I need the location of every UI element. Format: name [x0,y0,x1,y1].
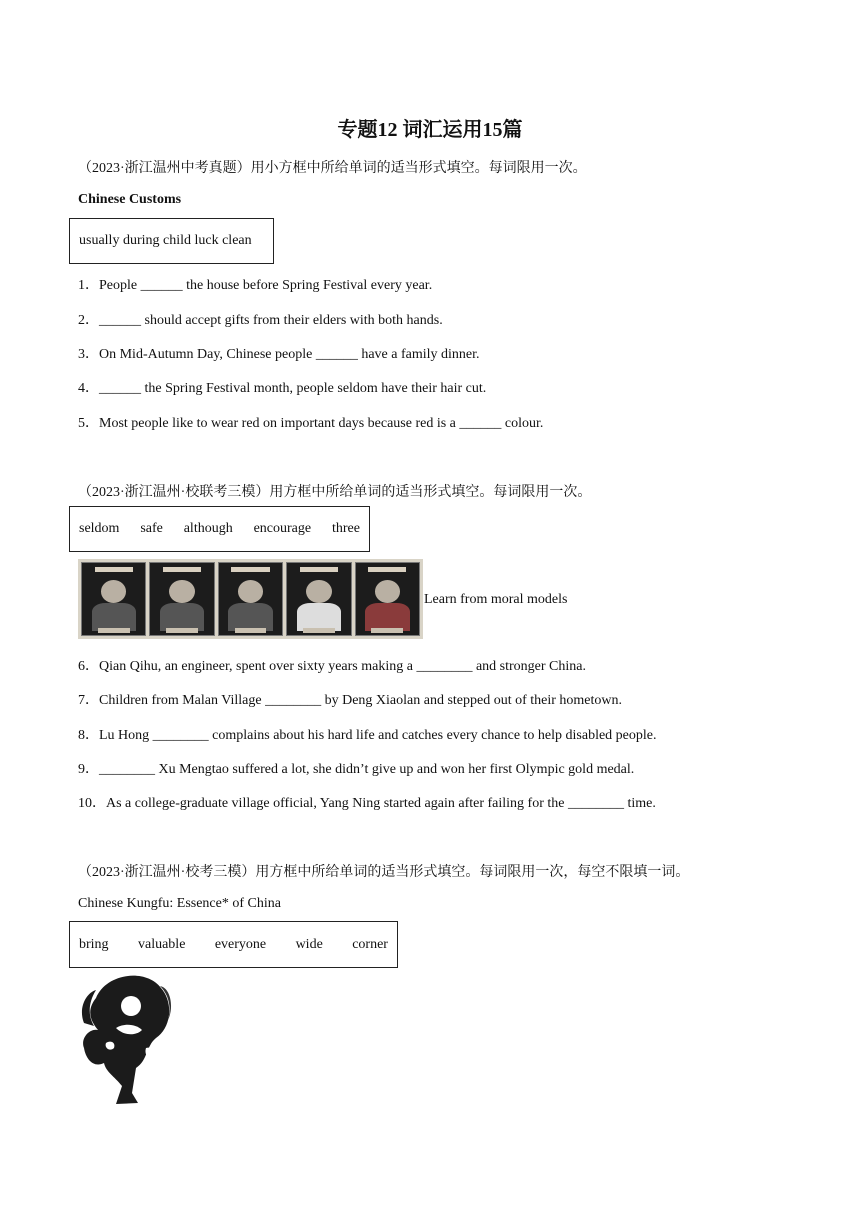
question-7: 7．Children from Malan Village ________ by Deng Xiaolan and stepped out of their hometown. [78,693,623,708]
question-4: 4．______ the Spring Festival month, people seldom have their hair cut. [78,381,487,396]
question-9: 9．________ Xu Mengtao suffered a lot, she didn’t give up and won her first Olympic gold medal. [78,762,635,777]
question-8: 8．Lu Hong ________ complains about his hard life and catches every chance to help disabled people. [78,728,657,743]
section3-word-box [69,921,398,968]
word-bring: bring [79,936,109,952]
word-seldom: seldom [79,521,120,536]
model-photo [81,562,146,636]
word-valuable: valuable [137,936,186,952]
section3-source: （2023·浙江温州·校考三模）用方框中所给单词的适当形式填空。每词限用一次，每空不限填一词。 [78,865,690,880]
page-title: 专题12 词汇运用15篇 [337,119,523,141]
kungfu-figure-illustration [76,968,176,1108]
word-wide: wide [295,936,323,952]
image-caption: Learn from moral models [424,592,568,607]
model-photo [286,562,351,636]
model-photo [355,562,420,636]
word-everyone: everyone [214,936,267,952]
question-2: 2．______ should accept gifts from their elders with both hands. [78,313,443,328]
section2-source: （2023·浙江温州·校联考三模）用方框中所给单词的适当形式填空。每词限用一次。 [78,485,592,500]
word-three: three [331,521,360,536]
model-photo [149,562,214,636]
section1-word-list: usually during child luck clean [79,233,252,248]
section3-heading: Chinese Kungfu: Essence* of China [78,896,281,911]
section1-heading: Chinese Customs [78,192,182,207]
word-encourage: encourage [253,521,312,536]
section1-source: （2023·浙江温州中考真题）用小方框中所给单词的适当形式填空。每词限用一次。 [78,161,587,176]
word-safe: safe [140,521,163,536]
section2-word-box [69,506,370,552]
model-photo [218,562,283,636]
word-although: although [183,521,233,536]
question-3: 3．On Mid-Autumn Day, Chinese people ______ have a family dinner. [78,347,480,362]
question-6: 6．Qian Qihu, an engineer, spent over sixty years making a ________ and stronger China. [78,659,586,674]
question-10: 10．As a college-graduate village official, Yang Ning started again after failing for the ________ time. [78,796,656,811]
question-5: 5．Most people like to wear red on important days because red is a ______ colour. [78,416,544,431]
word-corner: corner [352,936,388,952]
section1-word-box [69,218,274,264]
question-1: 1．People ______ the house before Spring Festival every year. [78,278,433,293]
moral-models-photo-strip [78,559,423,639]
